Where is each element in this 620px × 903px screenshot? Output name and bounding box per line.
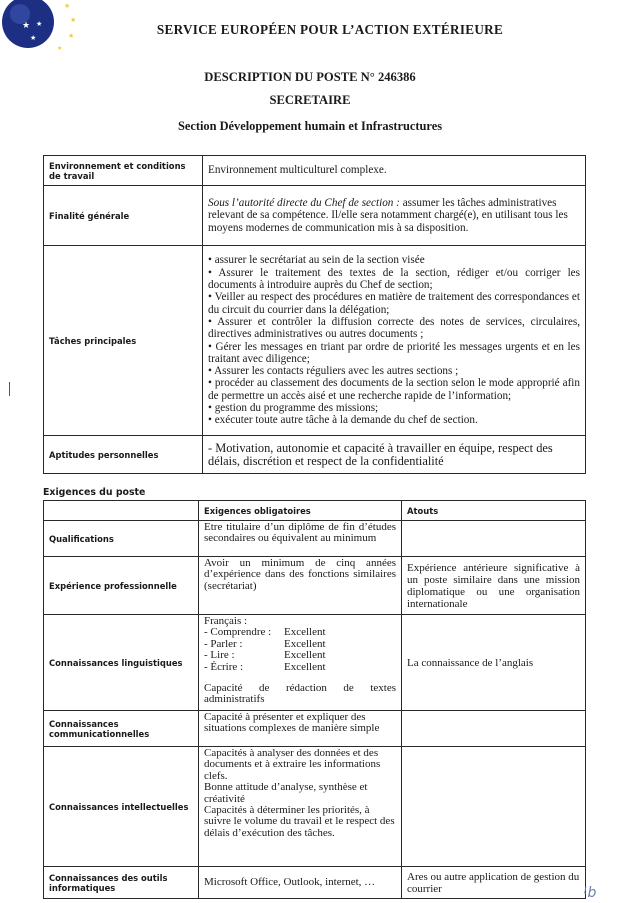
languages-intro: Français : bbox=[204, 615, 248, 627]
table-row bbox=[44, 246, 586, 436]
list-item: • exécuter toute autre tâche à la demande du chef de section. bbox=[208, 414, 478, 427]
description-table bbox=[43, 155, 586, 474]
language-skill: - Écrire : bbox=[204, 660, 244, 673]
assets-cell bbox=[402, 747, 586, 867]
row-label: Connaissances des outils informatiques bbox=[44, 867, 199, 899]
list-item: • Veiller au respect des procédures en matière de traitement des correspondances et du circuit du courrier dans la délégation; bbox=[208, 291, 580, 316]
intellectual-cell bbox=[199, 747, 402, 867]
language-level: Excellent bbox=[284, 637, 326, 650]
table-row bbox=[44, 747, 586, 867]
mandatory-cell: Etre titulaire d’un diplôme de fin d’études secondaires ou équivalent au minimum bbox=[199, 521, 402, 557]
row-label: Qualifications bbox=[44, 521, 199, 557]
initials-mark: ᶩb bbox=[584, 885, 597, 901]
row-label: Expérience professionnelle bbox=[44, 557, 199, 615]
list-item: • procéder au classement des documents de la section selon le mode approprié afin de permettre un accès aisé et une recherche rapide de l’information; bbox=[208, 377, 580, 402]
row-label: Connaissances communicationnelles bbox=[44, 711, 199, 747]
language-level: Excellent bbox=[284, 626, 326, 639]
table-header-row bbox=[44, 501, 586, 521]
post-title: SECRETAIRE bbox=[269, 93, 351, 107]
language-level: Excellent bbox=[284, 660, 326, 673]
environment-value: Environnement multiculturel complexe. bbox=[203, 156, 586, 186]
language-row bbox=[204, 662, 396, 673]
list-item: • gestion du programme des missions; bbox=[208, 401, 379, 414]
column-header-assets: Atouts bbox=[402, 501, 586, 521]
row-label: Environnement et conditions de travail bbox=[44, 156, 203, 186]
margin-mark bbox=[9, 382, 10, 396]
svg-text:★: ★ bbox=[36, 20, 43, 28]
svg-text:★: ★ bbox=[22, 20, 31, 30]
tasks-list bbox=[203, 246, 586, 436]
section-name: Section Développement humain et Infrastructures bbox=[177, 119, 443, 133]
svg-text:★: ★ bbox=[64, 2, 71, 10]
language-skill: - Comprendre : bbox=[204, 626, 272, 639]
table-row bbox=[44, 436, 586, 474]
svg-text:★: ★ bbox=[30, 34, 37, 42]
row-label: Finalité générale bbox=[44, 186, 203, 246]
table-row bbox=[44, 557, 586, 615]
aptitudes-value: - Motivation, autonomie et capacité à travailler en équipe, respect des délais, discrétion et respect de la confidentialité bbox=[203, 436, 586, 474]
intellectual-item: Bonne attitude d’analyse, synthèse et créativité bbox=[204, 781, 368, 805]
row-label: Connaissances linguistiques bbox=[44, 615, 199, 711]
assets-cell: La connaissance de l’anglais bbox=[402, 615, 586, 711]
mandatory-cell: Avoir un minimum de cinq années d’expérience dans des fonctions similaires (secrétariat) bbox=[199, 557, 402, 615]
row-label: Connaissances intellectuelles bbox=[44, 747, 199, 867]
post-number: DESCRIPTION DU POSTE N° 246386 bbox=[204, 70, 416, 84]
svg-text:★: ★ bbox=[68, 32, 75, 40]
table-row bbox=[44, 156, 586, 186]
column-header-mandatory: Exigences obligatoires bbox=[199, 501, 402, 521]
agency-name: SERVICE EUROPÉEN POUR L’ACTION EXTÉRIEURE bbox=[156, 22, 504, 37]
list-item: • Assurer et contrôler la diffusion correcte des notes de services, circulaires, directives administratives ou autres documents ; bbox=[208, 315, 580, 341]
list-item: • Assurer le traitement des textes de la section, rédiger et/ou corriger les documents à introduire auprès du Chef de section; bbox=[208, 266, 580, 292]
purpose-value bbox=[203, 186, 586, 246]
mandatory-cell: Capacité à présenter et expliquer des situations complexes de manière simple bbox=[199, 711, 402, 747]
language-skill: - Lire : bbox=[204, 649, 235, 662]
table-row bbox=[44, 867, 586, 899]
list-item: • Gérer les messages en triant par ordre de priorité les messages urgents et en les traitant avec diligence; bbox=[208, 340, 580, 365]
requirements-table bbox=[43, 500, 586, 899]
requirements-title: Exigences du poste bbox=[43, 487, 146, 498]
empty-header-cell bbox=[44, 501, 199, 521]
assets-cell: Expérience antérieure significative à un poste similaire dans une mission diplomatique ou une organisation internationale bbox=[402, 557, 586, 615]
table-row bbox=[44, 711, 586, 747]
table-row bbox=[44, 186, 586, 246]
language-level: Excellent bbox=[284, 649, 326, 662]
purpose-text: assumer les tâches administratives relevant de sa compétence. Il/elle sera notamment chargé(e), en utilisant tous les moyens modernes de communication mis à sa disposition. bbox=[208, 197, 568, 234]
svg-text:★: ★ bbox=[57, 46, 63, 52]
intellectual-item: Capacités à analyser des données et des documents et à extraire les informations clefs. bbox=[204, 747, 381, 782]
purpose-italic: Sous l’autorité directe du Chef de section : bbox=[208, 197, 400, 210]
mandatory-cell: Microsoft Office, Outlook, internet, … bbox=[199, 867, 402, 899]
list-item: • Assurer les contacts réguliers avec les autres sections ; bbox=[208, 365, 459, 378]
language-skill: - Parler : bbox=[204, 637, 243, 650]
row-label: Tâches principales bbox=[44, 246, 203, 436]
assets-cell bbox=[402, 711, 586, 747]
list-item: • assurer le secrétariat au sein de la section visée bbox=[208, 254, 425, 267]
svg-text:★: ★ bbox=[70, 16, 77, 24]
languages-extra: Capacité de rédaction de textes administratifs bbox=[204, 682, 396, 706]
row-label: Aptitudes personnelles bbox=[44, 436, 203, 474]
assets-cell: Ares ou autre application de gestion du courrier bbox=[402, 867, 586, 899]
languages-cell bbox=[199, 615, 402, 711]
assets-cell bbox=[402, 521, 586, 557]
table-row bbox=[44, 521, 586, 557]
language-row bbox=[204, 650, 396, 661]
intellectual-item: Capacités à déterminer les priorités, à suivre le volume du travail et le respect des délais d’exécution des tâches. bbox=[204, 804, 395, 839]
table-row bbox=[44, 615, 586, 711]
